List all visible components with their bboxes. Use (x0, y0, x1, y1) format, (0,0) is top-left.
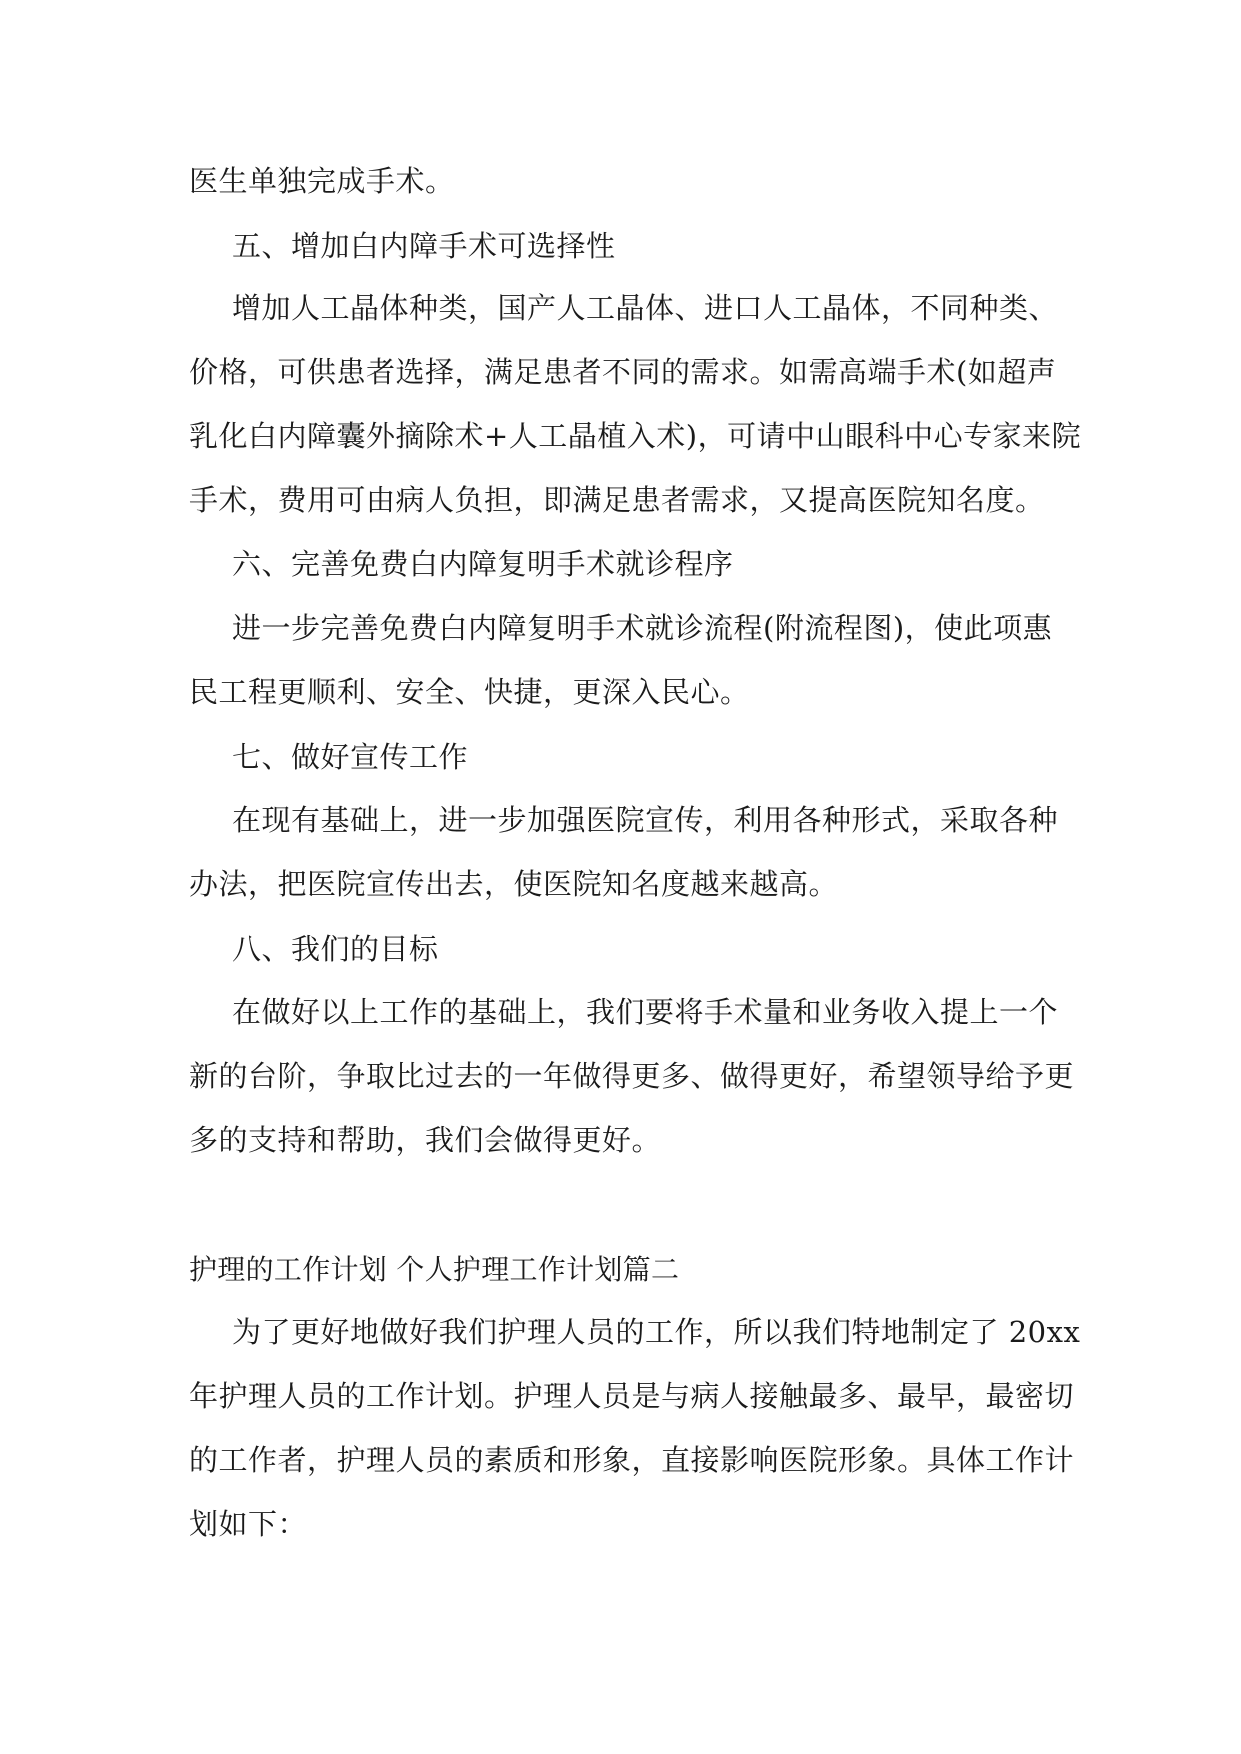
article-title: 护理的工作计划 个人护理工作计划篇二 (189, 1253, 680, 1286)
text-line: 手术，费用可由病人负担，即满足患者需求，又提高医院知名度。 (189, 483, 1045, 517)
section-heading: 六、完善免费白内障复明手术就诊程序 (232, 547, 734, 581)
text-line: 在现有基础上，进一步加强医院宣传，利用各种形式，采取各种 (232, 803, 1059, 837)
section-heading: 七、做好宣传工作 (232, 740, 469, 774)
text-line: 新的台阶，争取比过去的一年做得更多、做得更好，希望领导给予更 (189, 1059, 1075, 1093)
section-heading: 五、增加白内障手术可选择性 (232, 229, 616, 263)
text-line: 划如下： (189, 1507, 308, 1541)
text-line: 医生单独完成手术。 (189, 164, 455, 198)
text-line: 进一步完善免费白内障复明手术就诊流程(附流程图)，使此项惠 (232, 611, 1053, 645)
text-line: 价格，可供患者选择，满足患者不同的需求。如需高端手术(如超声 (189, 355, 1057, 389)
text-line: 民工程更顺利、安全、快捷，更深入民心。 (189, 675, 750, 709)
text-line: 在做好以上工作的基础上，我们要将手术量和业务收入提上一个 (232, 995, 1059, 1029)
text-line: 增加人工晶体种类，国产人工晶体、进口人工晶体，不同种类、 (232, 291, 1059, 325)
section-heading: 八、我们的目标 (232, 932, 439, 966)
text-line: 的工作者，护理人员的素质和形象，直接影响医院形象。具体工作计 (189, 1443, 1075, 1477)
text-line: 多的支持和帮助，我们会做得更好。 (189, 1123, 662, 1157)
text-line: 年护理人员的工作计划。护理人员是与病人接触最多、最早，最密切 (189, 1379, 1075, 1413)
text-line: 乳化白内障囊外摘除术+人工晶植入术)，可请中山眼科中心专家来院 (189, 419, 1082, 453)
text-line: 办法，把医院宣传出去，使医院知名度越来越高。 (189, 867, 839, 901)
text-line: 为了更好地做好我们护理人员的工作，所以我们特地制定了 20xx (232, 1315, 1081, 1349)
